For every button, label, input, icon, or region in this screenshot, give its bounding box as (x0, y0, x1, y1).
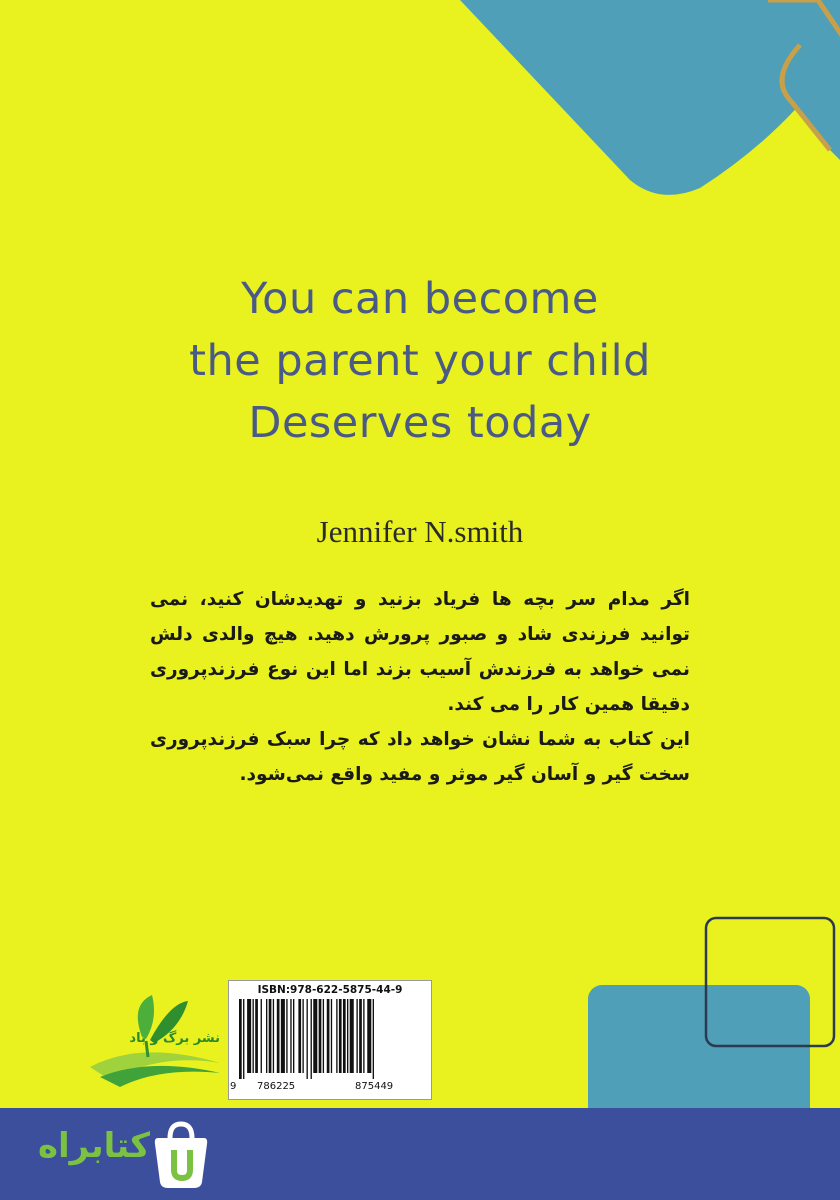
author-name: Jennifer N.smith (316, 514, 524, 549)
barcode-bar (356, 999, 357, 1073)
store-footer-band (0, 1108, 840, 1200)
barcode-bar (373, 999, 374, 1079)
barcode-bar (367, 999, 371, 1073)
title-line-3: Deserves today (248, 398, 592, 448)
barcode-bar (298, 999, 301, 1073)
publisher-logo (80, 985, 230, 1095)
isbn-label: ISBN:978-622-5875-44-9 (257, 984, 403, 996)
ketabrah-bag-icon (150, 1120, 212, 1190)
barcode-bar (343, 999, 346, 1073)
barcode-bar (253, 999, 254, 1073)
book-title (0, 268, 840, 454)
barcode-bar (302, 999, 303, 1073)
barcode-digits-left: 786225 (257, 1081, 296, 1092)
barcode-digit-prefix: 9 (230, 1081, 237, 1092)
barcode-bars (237, 999, 425, 1079)
title-line-1: You can become (241, 274, 599, 324)
barcode-bar (273, 999, 274, 1073)
barcode-bar (307, 999, 308, 1079)
barcode-bar (286, 999, 287, 1073)
barcode-bar (331, 999, 332, 1073)
barcode-bar (347, 999, 348, 1073)
publisher-name: نشر برگ و باد (129, 1031, 220, 1046)
barcode-bar (255, 999, 258, 1073)
barcode-bar (336, 999, 337, 1073)
title-line-2: the parent your child (189, 336, 651, 386)
barcode-bar (323, 999, 324, 1073)
barcode-bar (350, 999, 354, 1073)
store-name: کتابراه (37, 1126, 150, 1166)
barcode-bar (293, 999, 294, 1073)
barcode-bar (239, 999, 242, 1079)
barcode-bar (363, 999, 364, 1073)
barcode-bar (277, 999, 280, 1073)
barcode-bar (359, 999, 362, 1073)
book-description (150, 582, 690, 792)
description-paragraph-2: این کتاب به شما نشان خواهد داد که چرا سبک فرزندپروری سخت گیر و آسان گیر موثر و مفید واقع نمی‌شود. (150, 729, 690, 785)
barcode-bar (290, 999, 291, 1073)
barcode-bar (243, 999, 244, 1079)
barcode-bar (327, 999, 330, 1073)
barcode-digits-right: 875449 (355, 1081, 394, 1092)
barcode-bar (313, 999, 317, 1073)
barcode-bar (339, 999, 342, 1073)
isbn-barcode (228, 980, 432, 1100)
barcode-bar (266, 999, 267, 1073)
barcode-bar (261, 999, 262, 1073)
barcode-bar (319, 999, 322, 1073)
decorative-shape-top (0, 0, 840, 220)
barcode-bar (269, 999, 272, 1073)
description-paragraph-1: اگر مدام سر بچه ها فریاد بزنید و تهدیدشان کنید، نمی توانید فرزندی شاد و صبور پرورش دهید. هیچ والدی دلش نمی خواهد به فرزندش آسیب بزند اما این نوع فرزندپروری دقیقا همین کار را می کند. (150, 589, 690, 715)
barcode-bar (247, 999, 251, 1073)
barcode-bar (311, 999, 312, 1079)
barcode-bar (281, 999, 285, 1073)
decorative-shape-bottom (580, 910, 840, 1110)
